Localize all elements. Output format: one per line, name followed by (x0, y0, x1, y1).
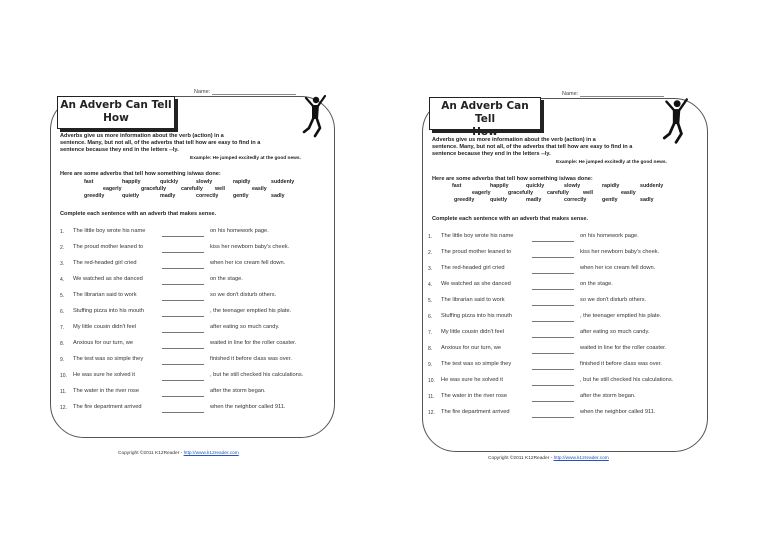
sentence-number: 2. (428, 250, 433, 256)
sentence-number: 5. (428, 298, 433, 304)
sentence-number: 12. (60, 405, 67, 411)
copyright-text: Copyright ©2011 K12Reader - (118, 451, 184, 456)
intro-line: Adverbs give us more information about the verb (action) in a (432, 137, 596, 143)
copyright-text: Copyright ©2011 K12Reader - (488, 456, 554, 461)
answer-blank[interactable] (532, 273, 574, 274)
intro-paragraph (60, 133, 328, 154)
sentence-start: My little cousin didn't feel (73, 324, 137, 330)
sentence-number: 4. (60, 277, 65, 283)
adverb-word: carefully (547, 190, 569, 196)
adverb-word: suddenly (640, 183, 664, 189)
sentence-number: 1. (60, 229, 65, 235)
sentence-start: The fire department arrived (73, 404, 142, 410)
sentence-number: 12. (428, 410, 435, 416)
worksheet-title (429, 97, 541, 138)
adverb-word: carefully (181, 186, 203, 192)
sentence-number: 8. (60, 341, 65, 347)
copyright (488, 456, 609, 461)
sentence-start: The water in the river rose (73, 388, 140, 394)
sentence-end: after the storm began. (210, 388, 266, 394)
name-line (212, 94, 296, 95)
adverb-word: eagerly (472, 190, 491, 196)
answer-blank[interactable] (532, 353, 574, 354)
answer-blank[interactable] (532, 305, 574, 306)
answer-blank[interactable] (162, 268, 204, 269)
worksheet-right (384, 0, 768, 543)
answer-blank[interactable] (532, 257, 574, 258)
sentence-number: 3. (60, 261, 65, 267)
sentence-start: My little cousin didn't feel (441, 329, 505, 335)
sentence-end: kiss her newborn baby's cheek. (210, 244, 290, 250)
adverbs-heading: Here are some adverbs that tell how something is/was done: (432, 176, 593, 182)
adverb-word: fast (452, 183, 462, 189)
name-label: Name: (194, 89, 211, 95)
sentence-end: , the teenager emptied his plate. (580, 313, 662, 319)
sentence-end: so we don't disturb others. (210, 292, 277, 298)
adverb-word: gently (233, 193, 249, 199)
answer-blank[interactable] (532, 385, 574, 386)
answer-blank[interactable] (162, 412, 204, 413)
answer-blank[interactable] (162, 380, 204, 381)
adverb-word: slowly (564, 183, 581, 189)
sentence-start: The proud mother leaned to (441, 249, 512, 255)
sentence-start: The test was so simple they (441, 361, 512, 367)
sentence-end: when the neighbor called 911. (580, 409, 656, 415)
title-line-2: How (472, 126, 498, 138)
answer-blank[interactable] (162, 332, 204, 333)
sentence-number: 9. (60, 357, 65, 363)
sentence-number: 2. (60, 245, 65, 251)
adverb-word: sadly (271, 193, 285, 199)
sentence-start: The test was so simple they (73, 356, 144, 362)
instructions: Complete each sentence with an adverb that makes sense. (432, 216, 589, 222)
adverb-word: slowly (196, 179, 213, 185)
name-line (580, 96, 664, 97)
adverb-word: happily (122, 179, 141, 185)
sentence-start: The little boy wrote his name (441, 233, 514, 239)
answer-blank[interactable] (162, 236, 204, 237)
sentence-start: The water in the river rose (441, 393, 508, 399)
adverb-word: correctly (196, 193, 219, 199)
sentence-start: The proud mother leaned to (73, 244, 144, 250)
sentence-number: 1. (428, 234, 433, 240)
sentence-end: so we don't disturb others. (580, 297, 647, 303)
adverb-word: well (583, 190, 594, 196)
sentence-number: 6. (428, 314, 433, 320)
adverb-word: gracefully (141, 186, 167, 192)
intro-line: sentence. Many, but not all, of the adverbs that tell how are easy to find in a (432, 144, 633, 150)
intro-paragraph (432, 137, 700, 158)
answer-blank[interactable] (162, 364, 204, 365)
sentence-end: finished it before class was over. (210, 356, 292, 362)
sentence-start: The librarian said to work (441, 297, 505, 303)
sentence-start: He was sure he solved it (441, 377, 503, 383)
answer-blank[interactable] (162, 396, 204, 397)
sentence-end: after eating so much candy. (210, 324, 280, 330)
copyright-link[interactable]: http://www.k12reader.com (553, 456, 609, 461)
adverb-word: sadly (640, 197, 654, 203)
sentence-start: Stuffing pizza into his mouth (441, 313, 513, 319)
intro-line: sentence. Many, but not all, of the adverbs that tell how are easy to find in a (60, 140, 261, 146)
sentence-start: We watched as she danced (441, 281, 511, 287)
sentence-end: waited in line for the roller coaster. (210, 340, 297, 346)
sentence-number: 9. (428, 362, 433, 368)
sentence-start: Anxious for our turn, we (73, 340, 134, 346)
adverb-word: gracefully (508, 190, 534, 196)
adverb-word: well (215, 186, 226, 192)
adverb-word: correctly (564, 197, 587, 203)
sentence-start: The fire department arrived (441, 409, 510, 415)
title-line-1: An Adverb Can Tell (60, 99, 172, 111)
intro-line: sentence because they end in the letters --ly. (60, 147, 179, 153)
answer-blank[interactable] (532, 337, 574, 338)
sentence-number: 3. (428, 266, 433, 272)
sentence-end: after eating so much candy. (580, 329, 650, 335)
sentence-start: The red-headed girl cried (441, 265, 505, 271)
adverb-word: easily (621, 190, 636, 196)
sentence-number: 11. (428, 394, 435, 400)
sentence-end: on his homework page. (210, 228, 269, 234)
sentence-end: finished it before class was over. (580, 361, 662, 367)
adverb-word: quickly (526, 183, 545, 189)
sentence-end: , the teenager emptied his plate. (210, 308, 292, 314)
sentence-start: The librarian said to work (73, 292, 137, 298)
adverb-word: easily (252, 186, 267, 192)
worksheet-title (57, 96, 175, 129)
adverb-word: eagerly (103, 186, 122, 192)
adverb-word: suddenly (271, 179, 295, 185)
answer-blank[interactable] (532, 401, 574, 402)
sentence-end: on the stage. (580, 281, 613, 287)
adverbs-heading: Here are some adverbs that tell how something is/was done: (60, 171, 221, 177)
sentence-number: 10. (60, 373, 67, 379)
instructions: Complete each sentence with an adverb that makes sense. (60, 211, 217, 217)
sentence-start: He was sure he solved it (73, 372, 135, 378)
adverb-word: quietly (490, 197, 508, 203)
adverb-word: fast (84, 179, 94, 185)
answer-blank[interactable] (162, 316, 204, 317)
copyright-link[interactable]: http://www.k12reader.com (183, 451, 239, 456)
name-label: Name: (562, 91, 579, 97)
adverb-word: madly (526, 197, 542, 203)
sentence-end: , but he still checked his calculations. (580, 377, 674, 383)
sentence-number: 5. (60, 293, 65, 299)
adverb-word: gently (602, 197, 618, 203)
example-text: Example: He jumped excitedly at the good news. (556, 160, 667, 165)
answer-blank[interactable] (532, 369, 574, 370)
sentence-end: kiss her newborn baby's cheek. (580, 249, 660, 255)
answer-blank[interactable] (532, 417, 574, 418)
sentence-start: We watched as she danced (73, 276, 143, 282)
sentence-number: 8. (428, 346, 433, 352)
title-line-2: How (103, 112, 129, 124)
sentence-start: The red-headed girl cried (73, 260, 137, 266)
sentence-end: , but he still checked his calculations. (210, 372, 304, 378)
sentence-number: 4. (428, 282, 433, 288)
answer-blank[interactable] (162, 252, 204, 253)
sentence-end: on the stage. (210, 276, 243, 282)
answer-blank[interactable] (162, 300, 204, 301)
adverb-word: quietly (122, 193, 140, 199)
sentence-number: 6. (60, 309, 65, 315)
answer-blank[interactable] (532, 241, 574, 242)
copyright (118, 451, 239, 456)
adverb-word: greedily (454, 197, 475, 203)
sentence-end: on his homework page. (580, 233, 639, 239)
sentence-end: after the storm began. (580, 393, 636, 399)
sentence-number: 7. (428, 330, 433, 336)
answer-blank[interactable] (162, 284, 204, 285)
sentence-start: Stuffing pizza into his mouth (73, 308, 145, 314)
intro-line: sentence because they end in the letters --ly. (432, 151, 551, 157)
sentence-start: The little boy wrote his name (73, 228, 146, 234)
sentence-end: waited in line for the roller coaster. (580, 345, 667, 351)
adverb-word: rapidly (602, 183, 620, 189)
sentence-end: when her ice cream fell down. (210, 260, 286, 266)
sentence-number: 7. (60, 325, 65, 331)
intro-line: Adverbs give us more information about the verb (action) in a (60, 133, 224, 139)
adverb-word: rapidly (233, 179, 251, 185)
sentence-end: when the neighbor called 911. (210, 404, 286, 410)
answer-blank[interactable] (162, 348, 204, 349)
sentence-number: 11. (60, 389, 67, 395)
answer-blank[interactable] (532, 321, 574, 322)
sentence-number: 10. (428, 378, 435, 384)
adverb-word: quickly (160, 179, 179, 185)
title-line-1: An Adverb Can Tell (441, 100, 529, 125)
adverb-word: happily (490, 183, 509, 189)
example-text: Example: He jumped excitedly at the good news. (190, 156, 301, 161)
sentence-end: when her ice cream fell down. (580, 265, 656, 271)
adverb-word: madly (160, 193, 176, 199)
adverb-word: greedily (84, 193, 105, 199)
answer-blank[interactable] (532, 289, 574, 290)
sentence-start: Anxious for our turn, we (441, 345, 502, 351)
